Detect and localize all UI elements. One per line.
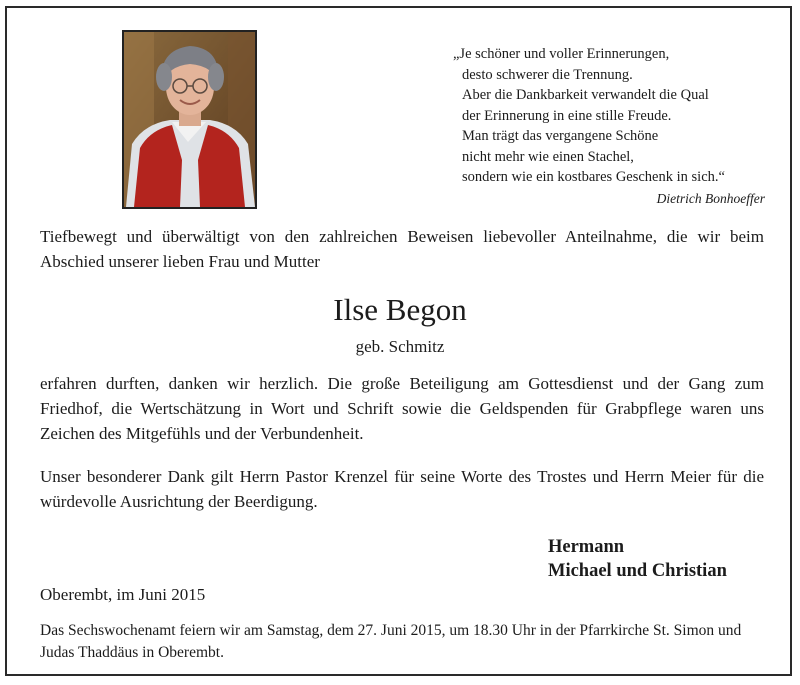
deceased-name: Ilse Begon	[333, 292, 467, 327]
signer-line: Michael und Christian	[548, 561, 727, 581]
quote-line: sondern wie ein kostbares Geschenk in sich.“	[462, 169, 725, 185]
service-note: Das Sechswochenamt feiern wir am Samstag, dem 27. Juni 2015, um 18.30 Uhr in der Pfarrkirche St. Simon und Judas Thaddäus in Oberembt.	[40, 622, 742, 661]
bonhoeffer-quote	[453, 44, 765, 209]
quote-line: Man trägt das vergangene Schöne	[462, 128, 659, 144]
quote-line: „Je schöner und voller Erinnerungen,	[453, 46, 670, 62]
signer-line: Hermann	[548, 537, 625, 557]
quote-line: nicht mehr wie einen Stachel,	[462, 148, 634, 165]
thanks-paragraph: erfahren durften, danken wir herzlich. Die große Beteiligung am Gottesdienst und der Gang zum Friedhof, die Wertschätzung in Wort und Schrift sowie die Geldspenden für Grabpflege waren uns Zeichen des Mitgefühls und der Verbundenheit.	[40, 374, 764, 443]
quote-line: Aber die Dankbarkeit verwandelt die Qual	[462, 87, 709, 103]
portrait-image	[124, 32, 255, 207]
intro-paragraph: Tiefbewegt und überwältigt von den zahlreichen Beweisen liebevoller Anteilnahme, die wir beim Abschied unserer lieben Frau und Mutter	[40, 227, 764, 271]
quote-line: desto schwerer die Trennung.	[462, 66, 633, 83]
birth-name: geb. Schmitz	[355, 337, 445, 356]
quote-author: Dietrich Bonhoeffer	[656, 190, 765, 206]
quote-line: der Erinnerung in eine stille Freude.	[462, 107, 672, 124]
portrait-photo	[122, 30, 257, 209]
place-date: Oberembt, im Juni 2015	[40, 585, 206, 604]
special-thanks-paragraph: Unser besonderer Dank gilt Herrn Pastor Krenzel für seine Worte des Trostes und Herrn Meier für die würdevolle Ausrichtung der Beerdigung.	[40, 467, 764, 511]
signers	[548, 535, 727, 583]
